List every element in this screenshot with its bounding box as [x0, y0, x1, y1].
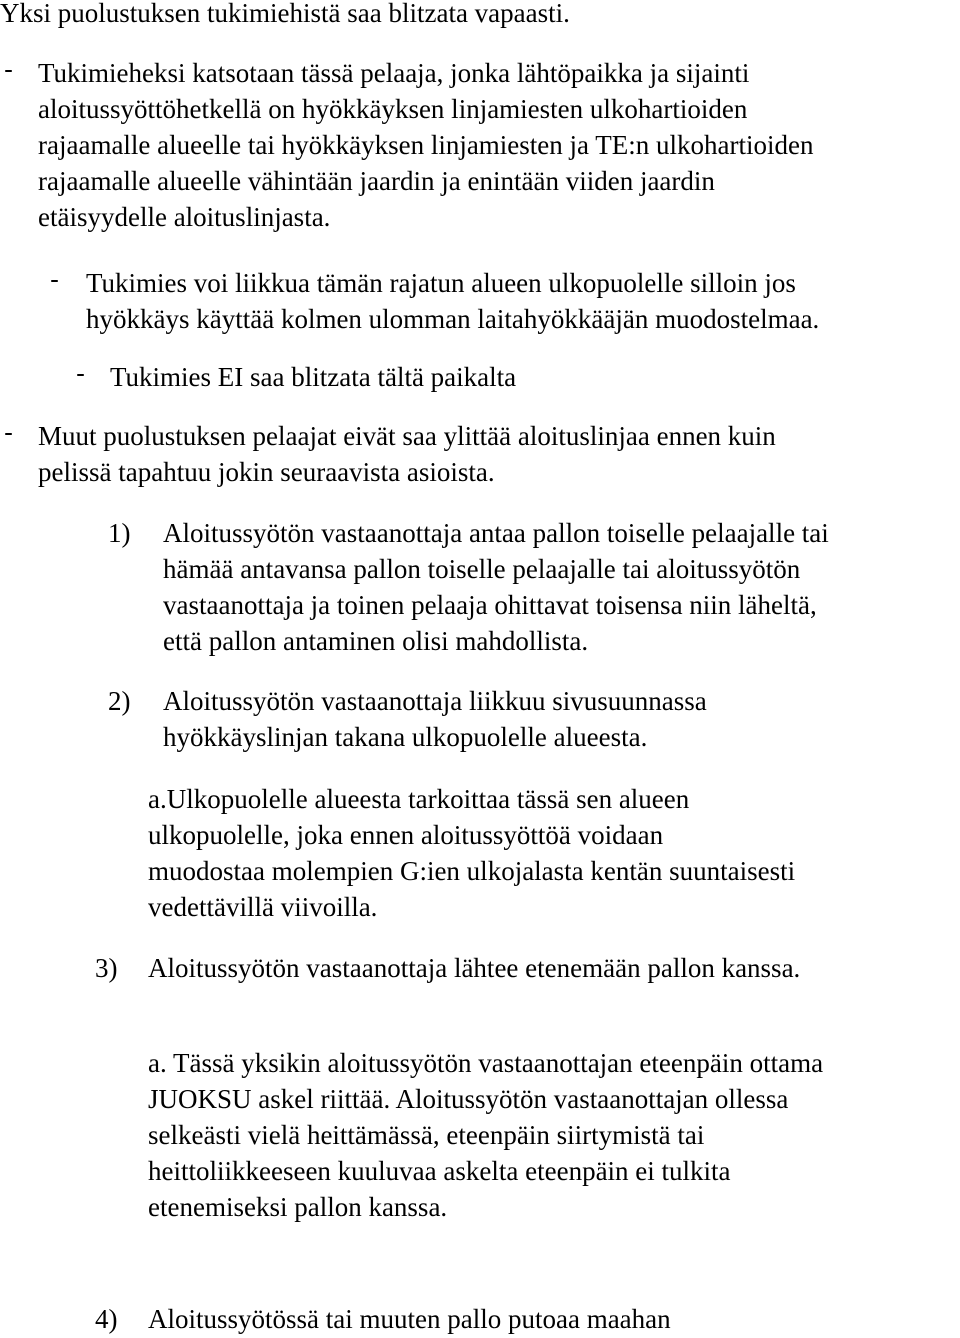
text-line: JUOKSU askel riittää. Aloitussyötön vastaanottajan ollessa — [148, 1084, 789, 1114]
text-line: Muut puolustuksen pelaajat eivät saa ylittää aloituslinjaa ennen kuin — [38, 421, 776, 451]
item-number: 1) — [108, 518, 131, 548]
text-line: muodostaa molempien G:ien ulkojalasta kentän suuntaisesti — [148, 856, 796, 886]
text-line: Aloitussyötön vastaanottaja liikkuu sivusuunnassa — [163, 686, 707, 716]
bullet-dash: - — [4, 418, 14, 447]
list-item-number — [95, 950, 118, 986]
text-line: Tukimies EI saa blitzata tältä paikalta — [110, 362, 517, 392]
sub-item — [148, 1045, 823, 1225]
text-line: vastaanottaja ja toinen pelaaja ohittavat toisensa niin läheltä, — [163, 590, 817, 620]
text-line: etenemiseksi pallon kanssa. — [148, 1192, 448, 1222]
text-line: hyökkäyslinjan takana ulkopuolelle alueesta. — [163, 722, 648, 752]
text-line: aloitussyöttöhetkellä on hyökkäyksen linjamiesten ulkohartioiden — [38, 94, 748, 124]
text-line: Tukimieheksi katsotaan tässä pelaaja, jonka lähtöpaikka ja sijainti — [38, 58, 750, 88]
text-line: rajaamalle alueelle vähintään jaardin ja enintään viiden jaardin — [38, 166, 715, 196]
item-number: 4) — [95, 1304, 118, 1334]
intro-text — [0, 0, 570, 31]
bullet-dash: - — [76, 359, 86, 388]
list-item — [148, 950, 800, 986]
text-line: Aloitussyötön vastaanottaja antaa pallon toiselle pelaajalle tai — [163, 518, 829, 548]
item-number: 2) — [108, 686, 131, 716]
text-line: rajaamalle alueelle tai hyökkäyksen linjamiesten ja TE:n ulkohartioiden — [38, 130, 814, 160]
text-line: vedettävillä viivoilla. — [148, 892, 378, 922]
item-number: 3) — [95, 953, 118, 983]
paragraph-tukimies-definition — [38, 55, 814, 235]
paragraph-tukimies-movement — [86, 265, 819, 337]
text-line: Tukimies voi liikkua tämän rajatun alueen ulkopuolelle silloin jos — [86, 268, 796, 298]
text-line: a.Ulkopuolelle alueesta tarkoittaa tässä sen alueen — [148, 784, 690, 814]
bullet-dash: - — [4, 55, 14, 84]
text-line: heittoliikkeeseen kuuluvaa askelta eteenpäin ei tulkita — [148, 1156, 731, 1186]
text-line: a. Tässä yksikin aloitussyötön vastaanottajan eteenpäin ottama — [148, 1048, 824, 1078]
text-line: Aloitussyötössä tai muuten pallo putoaa maahan — [148, 1304, 671, 1334]
list-item — [163, 683, 707, 755]
list-item-number — [108, 515, 131, 551]
sub-item — [148, 781, 795, 925]
text-line: etäisyydelle aloituslinjasta. — [38, 202, 331, 232]
list-item — [163, 515, 829, 659]
text-line: ulkopuolelle, joka ennen aloitussyöttöä voidaan — [148, 820, 664, 850]
intro-line: Yksi puolustuksen tukimiehistä saa blitzata vapaasti. — [0, 0, 570, 28]
text-line: hyökkäys käyttää kolmen ulomman laitahyökkääjän muodostelmaa. — [86, 304, 820, 334]
text-line: pelissä tapahtuu jokin seuraavista asioista. — [38, 457, 495, 487]
list-item-number — [108, 683, 131, 719]
text-line: hämää antavansa pallon toiselle pelaajalle tai aloitussyötön — [163, 554, 801, 584]
list-item-number — [95, 1301, 118, 1337]
bullet-dash: - — [50, 265, 60, 294]
text-line: että pallon antaminen olisi mahdollista. — [163, 626, 589, 656]
list-item — [148, 1301, 671, 1337]
text-line: Aloitussyötön vastaanottaja lähtee etenemään pallon kanssa. — [148, 953, 801, 983]
paragraph-tukimies-no-blitz — [110, 359, 516, 395]
text-line: selkeästi vielä heittämässä, eteenpäin siirtymistä tai — [148, 1120, 705, 1150]
paragraph-other-defenders — [38, 418, 776, 490]
